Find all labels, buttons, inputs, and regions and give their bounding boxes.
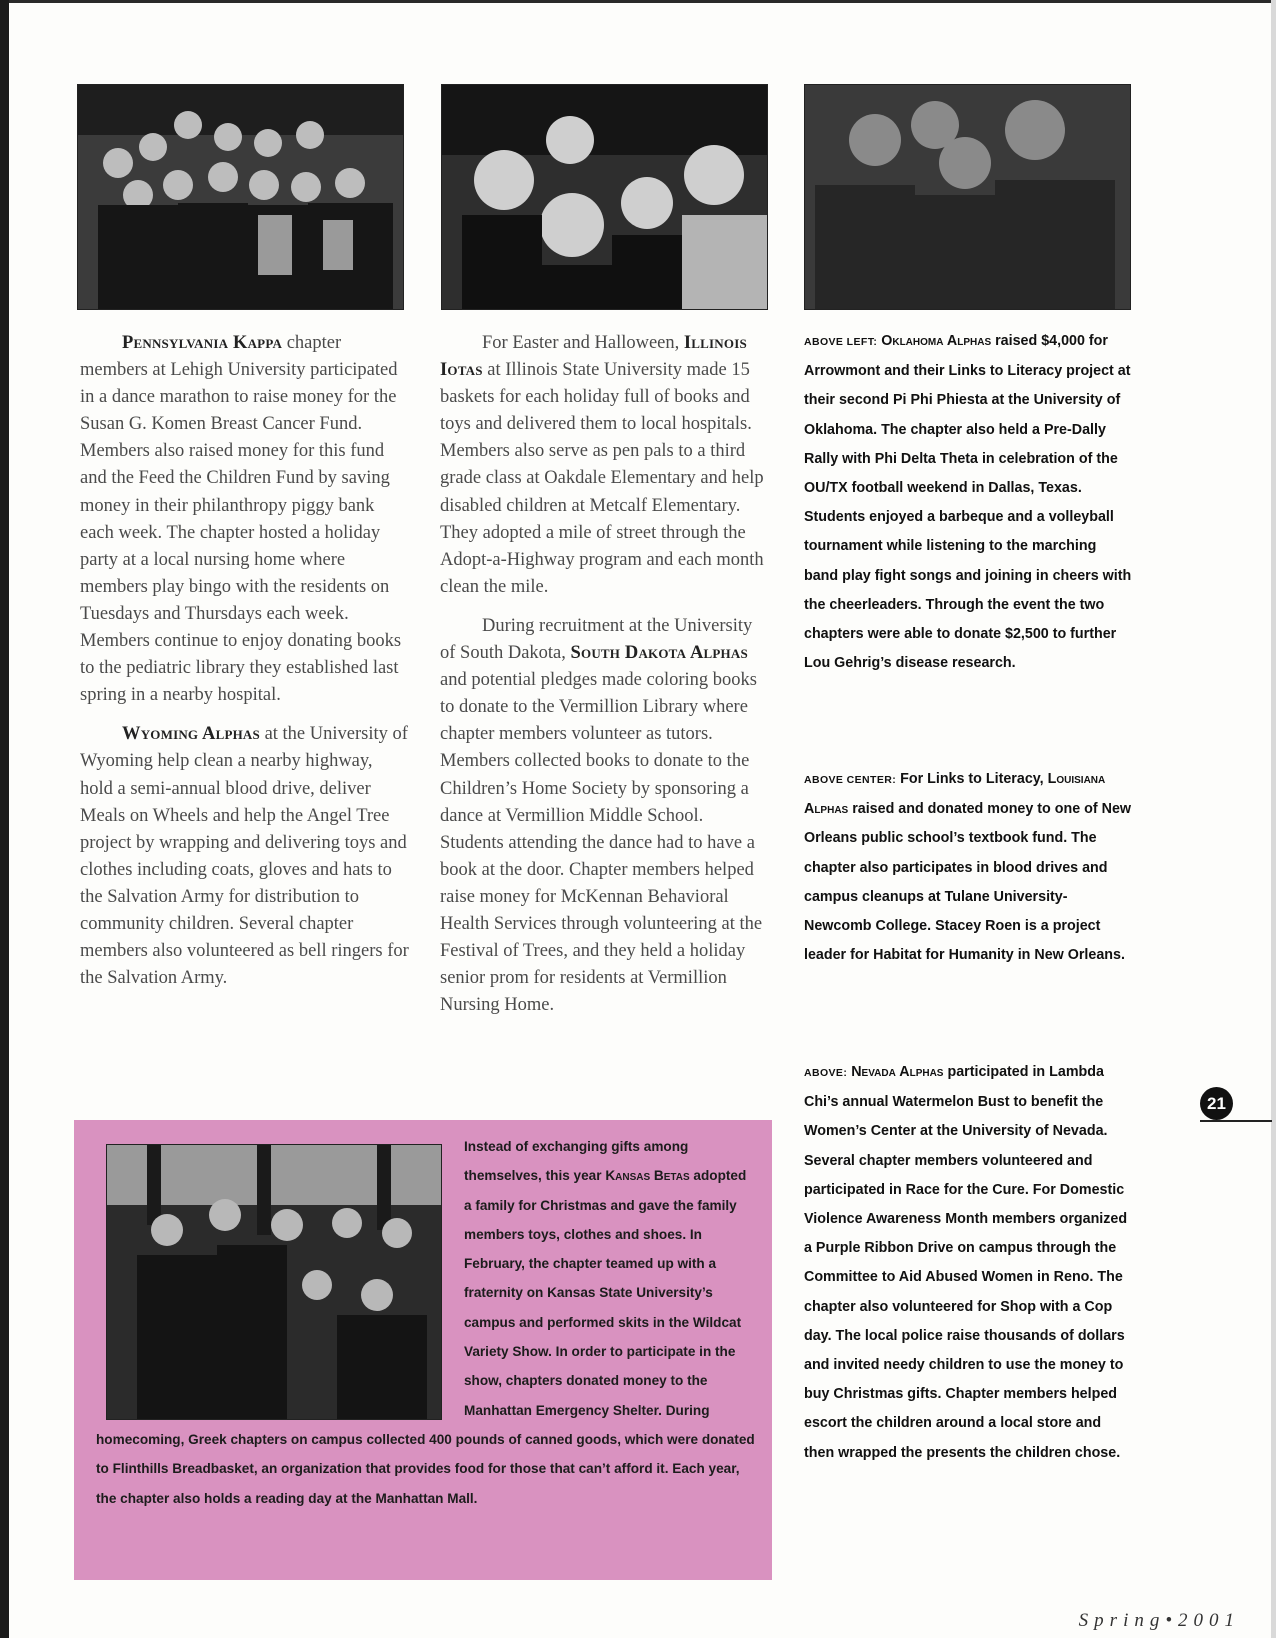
paragraph-intro: During recruitment at the University of South Dakota,: [440, 615, 753, 664]
caption-above-left: [804, 327, 1134, 678]
paragraph-intro: For Easter and Halloween,: [482, 333, 684, 353]
paragraph-body: and potential pledges made coloring books to donate to the Vermillion Library where chapter members volunteer as tutors. Members collected books to donate to the Children’s Home Society by sponsoring a dance at Vermillion Middle School. Students attending the dance had to have a book at the door. Chapter members helped raise money for McKennan Behavioral Health Services through volunteering at the Festival of Trees, and they held a holiday senior prom for residents at Vermillion Nursing Home.: [440, 670, 763, 1016]
chapter-name: Oklahoma Alphas: [881, 333, 992, 349]
sidebar-body: adopted a family for Christmas and gave the family members toys, clothes and shoes. In February, the chapter teamed up with a fraternity on Kansas State University’s campus and performed skits in the Wildcat Variety Show. In order to participate in the show, chapters donated money to the Manhattan Emergency Shelter. During homecoming, Greek chapters on campus collected 400 pounds of canned goods, which were donated to Flinthills Breadbasket, an organization that provides food for those that can’t afford it. Each year, the chapter also holds a reading day at the Manhattan Mall.: [96, 1168, 755, 1506]
issue-footer: Spring•2001: [1078, 1610, 1240, 1631]
photo-oklahoma-alphas: [77, 84, 404, 310]
pennsylvania-kappa-paragraph: [80, 330, 410, 709]
wyoming-alphas-paragraph: [80, 721, 410, 992]
caption-above: [804, 1058, 1134, 1468]
chapter-name: Kansas Betas: [605, 1168, 690, 1184]
chapter-name: Illinois Iotas: [440, 333, 747, 381]
scan-edge-left: [0, 0, 9, 1638]
caption-label: ABOVE CENTER:: [804, 774, 897, 786]
scan-edge-right: [1271, 0, 1276, 1638]
caption-body: participated in Lambda Chi’s annual Watermelon Bust to benefit the Women’s Center at the University of Nevada. Several chapter members volunteered and participated in Race for the Cure. For Domestic Violence Awareness Month members organized a Purple Ribbon Drive on campus through the Committee to Aid Abused Women in Reno. The chapter also volunteered for Shop with a Cop day. The local police raise thousands of dollars and invited needy children to use the money to buy Christmas gifts. Chapter members helped escort the children around a local store and then wrapped the presents the children chose.: [804, 1064, 1128, 1461]
caption-intro: For Links to Literacy,: [900, 771, 1048, 787]
page-number-rule: [1200, 1120, 1272, 1122]
chapter-name: Wyoming Alphas: [122, 724, 260, 745]
chapter-name: South Dakota Alphas: [570, 643, 748, 664]
kansas-betas-text: [96, 1132, 756, 1513]
caption-body: raised $4,000 for Arrowmont and their Links to Literacy project at their second Pi Phi Phiesta at the University of Oklahoma. The chapter also held a Pre-Dally Rally with Phi Delta Theta in celebration of the OU/TX football weekend in Dallas, Texas. Students enjoyed a barbeque and a volleyball tournament while listening to the marching band play fight songs and joining in cheers with the cheerleaders. Through the event the two chapters were able to donate $2,500 to further Lou Gehrig’s disease research.: [804, 333, 1132, 672]
chapter-name: Pennsylvania Kappa: [122, 333, 283, 353]
photo-nevada-alphas: [804, 84, 1131, 310]
kansas-betas-sidebar: [74, 1120, 772, 1580]
scan-edge-top: [0, 0, 1276, 3]
paragraph-body: at Illinois State University made 15 baskets for each holiday full of books and toys and delivered them to local hospitals. Members also serve as pen pals to a third grade class at Oakdale Elementary and help disabled children at Metcalf Elementary. They adopted a mile of street through the Adopt-a-Highway program and each month clean the mile.: [440, 360, 764, 597]
chapter-name: Nevada Alphas: [851, 1064, 944, 1080]
photo-float-spacer: [96, 1132, 464, 1422]
photo-louisiana-alphas: [441, 84, 768, 310]
page-number-badge: 21: [1200, 1087, 1233, 1120]
caption-label: ABOVE:: [804, 1067, 848, 1079]
caption-label: ABOVE LEFT:: [804, 336, 878, 348]
caption-above-center: [804, 765, 1134, 970]
chapter-name: Louisiana Alphas: [804, 771, 1106, 818]
illinois-iotas-paragraph: [440, 330, 770, 601]
caption-body: raised and donated money to one of New Orleans public school’s textbook fund. The chapter also participates in blood drives and campus cleanups at Tulane University-Newcomb College. Stacey Roen is a project leader for Habitat for Humanity in New Orleans.: [804, 801, 1132, 964]
middle-article-column: [440, 330, 770, 1019]
paragraph-body: at the University of Wyoming help clean a nearby highway, hold a semi-annual blood drive, deliver Meals on Wheels and help the Angel Tree project by wrapping and delivering toys and clothes including coats, gloves and hats to the Salvation Army for distribution to community children. Several chapter members also volunteered as bell ringers for the Salvation Army.: [80, 724, 409, 989]
left-article-column: [80, 330, 410, 992]
paragraph-body: chapter members at Lehigh University participated in a dance marathon to raise money for the Susan G. Komen Breast Cancer Fund. Members also raised money for this fund and the Feed the Children Fund by saving money in their philanthropy piggy bank each week. The chapter hosted a holiday party at a local nursing home where members play bingo with the residents on Tuesdays and Thursdays each week. Members continue to enjoy donating books to the pediatric library they established last spring in a nearby hospital.: [80, 333, 402, 706]
south-dakota-alphas-paragraph: [440, 613, 770, 1019]
sidebar-intro: Instead of exchanging gifts among themselves, this year: [464, 1139, 689, 1184]
